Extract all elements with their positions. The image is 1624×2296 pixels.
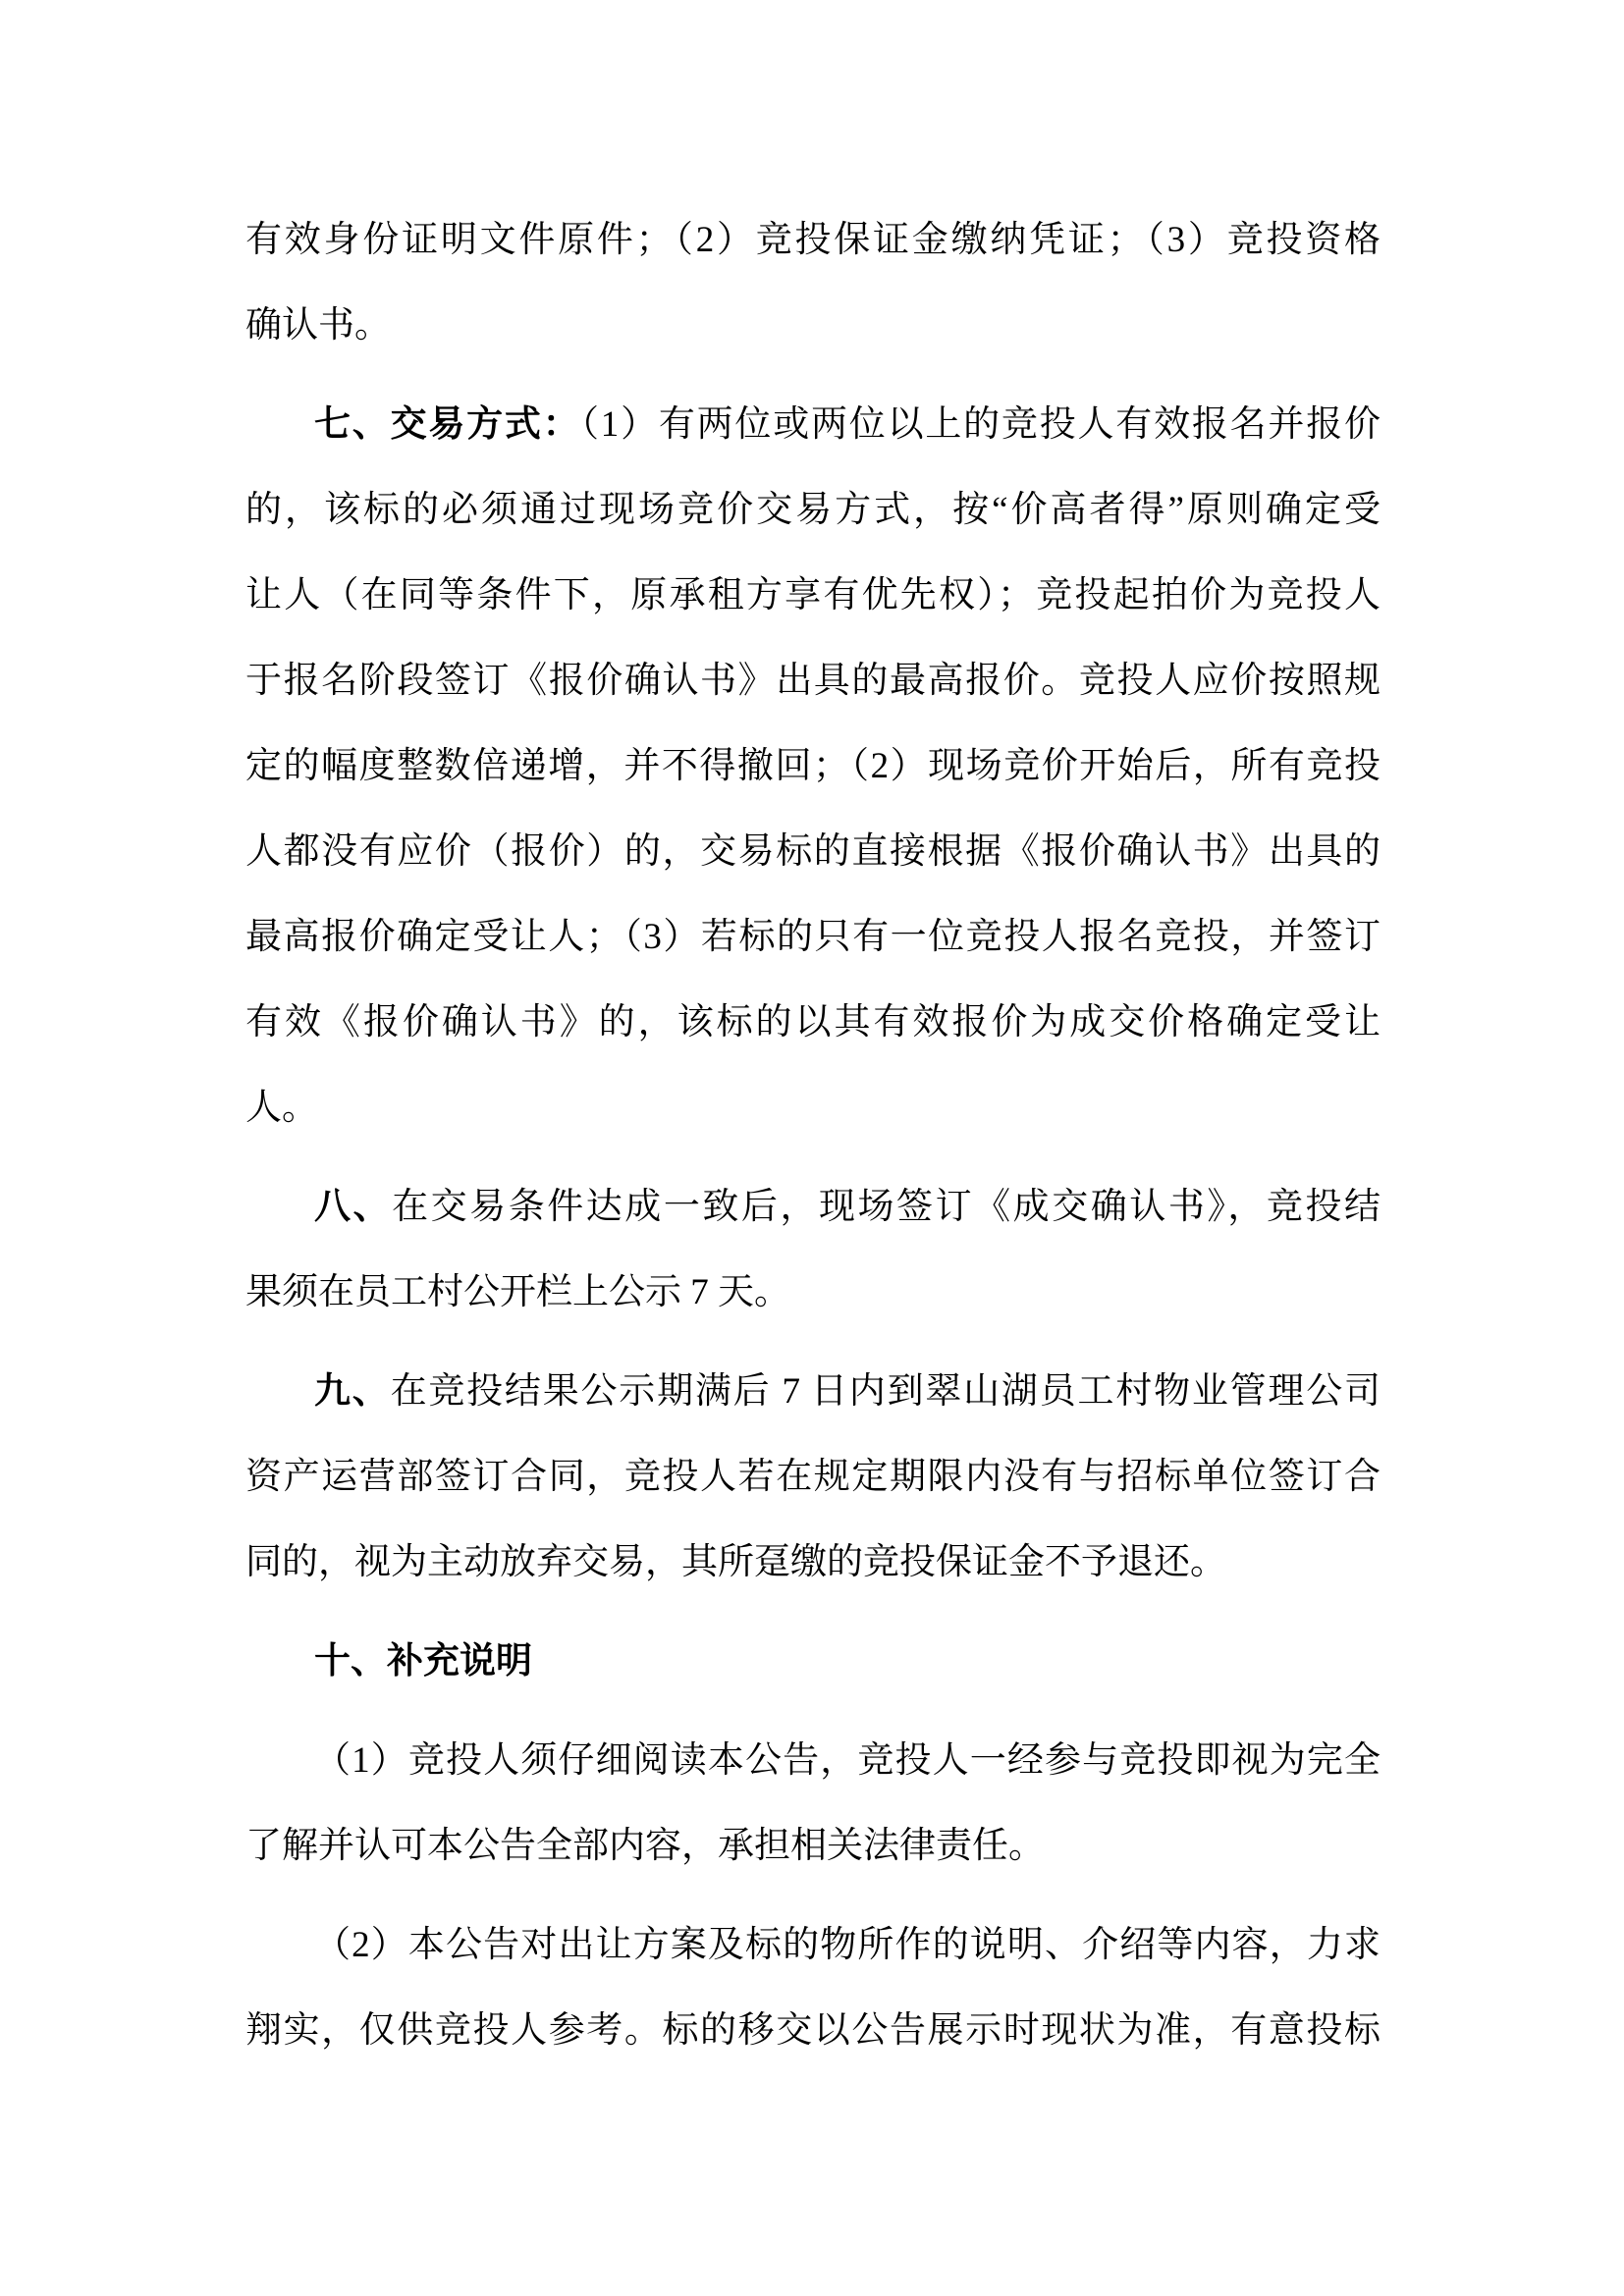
text-line <box>245 723 1380 809</box>
text-line <box>245 283 1380 368</box>
text-segment: 资产运营部签订合同，竞投人若在规定期限内没有与招标单位签订合 <box>245 1457 1380 1497</box>
text-segment: （2）本公告对出让方案及标的物所作的说明、介绍等内容，力求 <box>314 1925 1380 1965</box>
text-segment: 的，该标的必须通过现场竞价交易方式，按“价高者得”原则确定受 <box>245 490 1380 530</box>
text-line <box>245 894 1380 980</box>
text-line <box>245 638 1380 723</box>
text-line <box>245 197 1380 283</box>
text-segment: 定的幅度整数倍递增，并不得撤回；（2）现场竞价开始后，所有竞投 <box>245 746 1380 786</box>
document-body <box>245 197 1380 2073</box>
text-segment: 最高报价确定受让人；（3）若标的只有一位竞投人报名竞投，并签订 <box>245 917 1380 957</box>
text-line <box>245 1803 1380 1889</box>
text-segment: 果须在员工村公开栏上公示 7 天。 <box>245 1272 790 1312</box>
text-line <box>245 467 1380 553</box>
text-line <box>245 1434 1380 1520</box>
text-line <box>245 1520 1380 1605</box>
text-line <box>245 553 1380 638</box>
text-line <box>245 1988 1380 2073</box>
text-segment: （1）有两位或两位以上的竞投人有效报名并报价 <box>580 404 1380 445</box>
text-segment: 了解并认可本公告全部内容，承担相关法律责任。 <box>245 1826 1045 1866</box>
text-line <box>245 1718 1380 1803</box>
text-line <box>245 980 1380 1065</box>
text-segment: 确认书。 <box>245 305 391 346</box>
text-segment: 在竞投结果公示期满后 7 日内到翠山湖员工村物业管理公司 <box>390 1371 1380 1412</box>
text-segment: 人。 <box>245 1088 318 1128</box>
text-line <box>245 809 1380 894</box>
text-segment: 同的，视为主动放弃交易，其所趸缴的竞投保证金不予退还。 <box>245 1542 1226 1582</box>
text-line <box>245 1250 1380 1335</box>
text-line <box>245 382 1380 467</box>
text-segment: 翔实，仅供竞投人参考。标的移交以公告展示时现状为准，有意投标 <box>245 2010 1380 2051</box>
text-line <box>245 1065 1380 1150</box>
text-line <box>245 1349 1380 1434</box>
text-segment-bold: 七、交易方式： <box>314 404 581 445</box>
text-segment: 有效《报价确认书》的，该标的以其有效报价为成交价格确定受让 <box>245 1002 1380 1042</box>
text-segment: （1）竞投人须仔细阅读本公告，竞投人一经参与竞投即视为完全 <box>314 1740 1380 1781</box>
text-segment-bold: 十、补充说明 <box>314 1641 532 1682</box>
text-line <box>245 1619 1380 1704</box>
text-line <box>245 1902 1380 1988</box>
text-segment-bold: 九、 <box>314 1371 391 1412</box>
text-segment-bold: 八、 <box>314 1187 393 1227</box>
text-segment: 在交易条件达成一致后，现场签订《成交确认书》，竞投结 <box>392 1187 1380 1227</box>
text-line <box>245 1164 1380 1250</box>
text-segment: 于报名阶段签订《报价确认书》出具的最高报价。竞投人应价按照规 <box>245 661 1380 701</box>
text-segment: 人都没有应价（报价）的，交易标的直接根据《报价确认书》出具的 <box>245 831 1380 872</box>
text-segment: 让人（在同等条件下，原承租方享有优先权）；竞投起拍价为竞投人 <box>245 575 1380 615</box>
text-segment: 有效身份证明文件原件；（2）竞投保证金缴纳凭证；（3）竞投资格 <box>245 220 1380 260</box>
